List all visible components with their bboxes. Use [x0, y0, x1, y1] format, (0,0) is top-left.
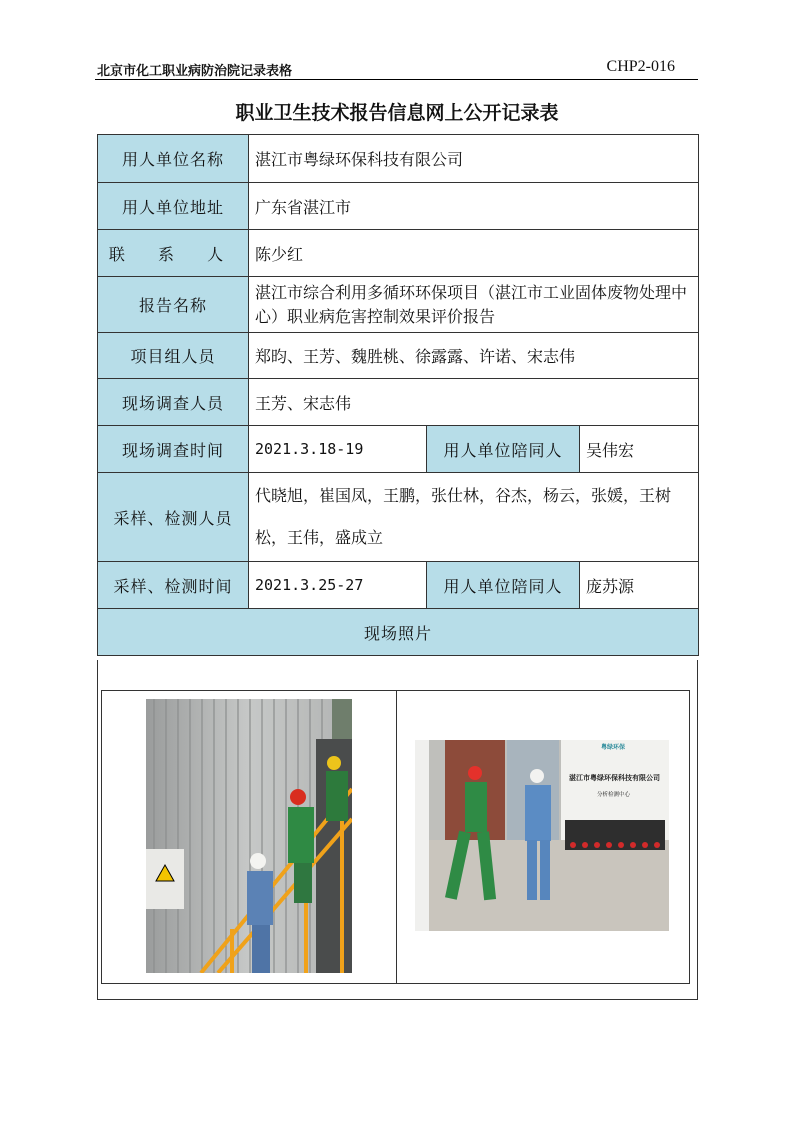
sampling-staff-value: 代晓旭，崔国凤，王鹏，张仕林，谷杰，杨云，张媛，王树松，王伟，盛成立 — [249, 473, 699, 562]
row-unit-address — [98, 183, 699, 230]
sampling-escort-value: 庞苏源 — [580, 562, 699, 609]
site-photo-stairs — [146, 699, 352, 973]
survey-staff-label: 现场调查人员 — [98, 379, 249, 426]
sampling-time-label: 采样、检测时间 — [98, 562, 249, 609]
sampling-staff-label: 采样、检测人员 — [98, 473, 249, 562]
site-photo-lobby-image — [415, 740, 669, 931]
unit-name-label: 用人单位名称 — [98, 135, 249, 183]
header-divider — [95, 79, 698, 80]
survey-time-label: 现场调查时间 — [98, 426, 249, 473]
row-unit-name — [98, 135, 699, 183]
sampling-time-value: 2021.3.25-27 — [249, 562, 427, 609]
row-contact — [98, 230, 699, 277]
unit-address-value: 广东省湛江市 — [249, 183, 699, 230]
form-org-name: 北京市化工职业病防治院记录表格 — [97, 64, 293, 79]
row-report-name — [98, 277, 699, 333]
site-photo-stairs-image — [146, 699, 352, 973]
unit-address-label: 用人单位地址 — [98, 183, 249, 230]
row-team — [98, 333, 699, 379]
team-value: 郑昀、王芳、魏胜桃、徐露露、许诺、宋志伟 — [249, 333, 699, 379]
survey-staff-value: 王芳、宋志伟 — [249, 379, 699, 426]
row-survey-staff — [98, 379, 699, 426]
unit-name-value: 湛江市粤绿环保科技有限公司 — [249, 135, 699, 183]
row-survey-time — [98, 426, 699, 473]
lobby-sign-brand: 粤绿环保 — [601, 744, 626, 751]
survey-escort-value: 吴伟宏 — [580, 426, 699, 473]
report-name-value: 湛江市综合利用多循环环保项目（湛江市工业固体废物处理中心）职业病危害控制效果评价报告 — [249, 277, 699, 333]
photos-section-label: 现场照片 — [98, 609, 699, 656]
sampling-escort-label: 用人单位陪同人 — [427, 562, 580, 609]
contact-label: 联 系 人 — [98, 230, 249, 277]
photo-grid — [101, 690, 690, 984]
site-photo-lobby — [415, 740, 669, 931]
photo-cell-right — [397, 691, 689, 983]
team-label: 项目组人员 — [98, 333, 249, 379]
record-table — [97, 134, 699, 656]
form-code: CHP2-016 — [606, 58, 675, 75]
survey-time-value: 2021.3.18-19 — [249, 426, 427, 473]
lobby-sign-dept: 分析检测中心 — [597, 792, 631, 798]
contact-value: 陈少红 — [249, 230, 699, 277]
row-sampling-staff — [98, 473, 699, 562]
page-title: 职业卫生技术报告信息网上公开记录表 — [235, 102, 559, 124]
report-name-label: 报告名称 — [98, 277, 249, 333]
photo-cell-left — [102, 691, 397, 983]
lobby-sign-company: 湛江市粤绿环保科技有限公司 — [569, 774, 660, 782]
row-sampling-time — [98, 562, 699, 609]
row-photos-section — [98, 609, 699, 656]
survey-escort-label: 用人单位陪同人 — [427, 426, 580, 473]
